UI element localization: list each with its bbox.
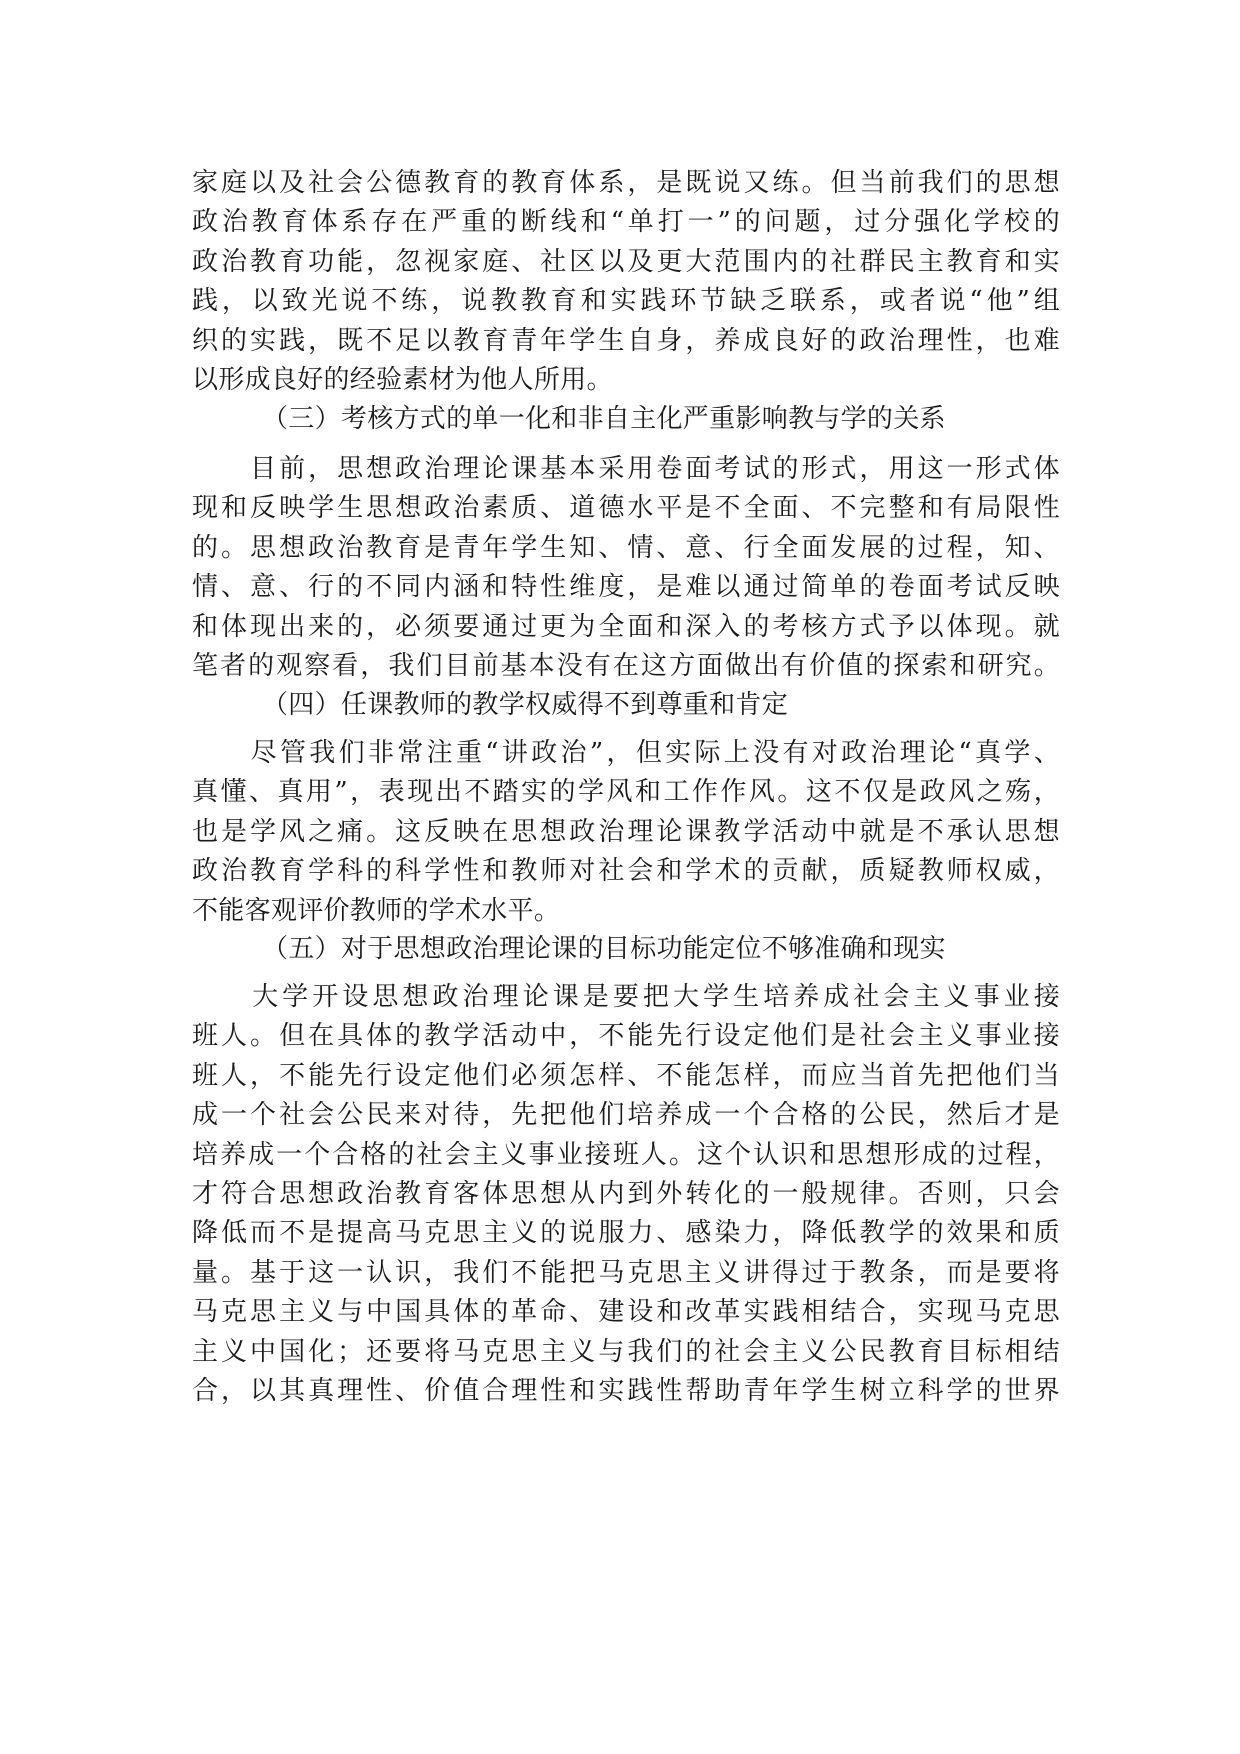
paragraph-line: 成一个社会公民来对待，先把他们培养成一个合格的公民，然后才是 (192, 1100, 1060, 1131)
paragraph-line: 和体现出来的，必须要通过更为全面和深入的考核方式予以体现。就 (192, 611, 1060, 642)
paragraph-line: 政治教育体系存在严重的断线和“单打一”的问题，过分强化学校的 (192, 207, 1060, 238)
paragraph-line: 情、意、行的不同内涵和特性维度，是难以通过简单的卷面考试反映 (192, 572, 1060, 603)
paragraph-line: 真懂、真用”，表现出不踏实的学风和工作作风。这不仅是政风之殇， (192, 777, 1060, 808)
paragraph-line: 降低而不是提高马克思主义的说服力、感染力，降低教学的效果和质 (192, 1218, 1060, 1249)
paragraph-line: 也是学风之痛。这反映在思想政治理论课教学活动中就是不承认思想 (192, 816, 1060, 847)
paragraph-line: 目前，思想政治理论课基本采用卷面考试的形式，用这一形式体 (192, 454, 1060, 484)
paragraph-teacher-authority (192, 734, 1060, 931)
paragraph-line: 不能客观评价教师的学术水平。 (192, 895, 561, 926)
paragraph-line: 政治教育功能，忽视家庭、社区以及更大范围内的社群民主教育和实 (192, 246, 1060, 277)
paragraph-continuation (192, 164, 1060, 400)
paragraph-line: 践，以致光说不练，说教教育和实践环节缺乏联系，或者说“他”组 (192, 286, 1060, 317)
paragraph-line: 政治教育学科的科学性和教师对社会和学术的贡献，质疑教师权威， (192, 856, 1060, 887)
paragraph-line: 现和反映学生思想政治素质、道德水平是不全面、不完整和有局限性 (192, 493, 1060, 524)
paragraph-assessment (192, 450, 1060, 686)
paragraph-line: 合，以其真理性、价值合理性和实践性帮助青年学生树立科学的世界 (192, 1375, 1060, 1406)
paragraph-goal-positioning (192, 978, 1060, 1411)
paragraph-line: 才符合思想政治教育客体思想从内到外转化的一般规律。否则，只会 (192, 1178, 1060, 1209)
paragraph-line: 笔者的观察看，我们目前基本没有在这方面做出有价值的探索和研究。 (192, 650, 1060, 681)
section-heading-4: （四）任课教师的教学权威得不到尊重和肯定 (262, 690, 789, 720)
paragraph-line: 织的实践，既不足以教育青年学生自身，养成良好的政治理性，也难 (192, 325, 1060, 356)
paragraph-line: 班人，不能先行设定他们必须怎样、不能怎样，而应当首先把他们当 (192, 1060, 1060, 1091)
paragraph-line: 培养成一个合格的社会主义事业接班人。这个认识和思想形成的过程， (192, 1139, 1060, 1170)
section-heading-5: （五）对于思想政治理论课的目标功能定位不够准确和现实 (262, 934, 946, 964)
paragraph-line: 尽管我们非常注重“讲政治”，但实际上没有对政治理论“真学、 (192, 738, 1060, 768)
paragraph-line: 量。基于这一认识，我们不能把马克思主义讲得过于教条，而是要将 (192, 1257, 1060, 1288)
paragraph-line: 主义中国化；还要将马克思主义与我们的社会主义公民教育目标相结 (192, 1336, 1060, 1367)
paragraph-line: 班人。但在具体的教学活动中，不能先行设定他们是社会主义事业接 (192, 1021, 1060, 1052)
section-heading-3: （三）考核方式的单一化和非自主化严重影响教与学的关系 (262, 404, 946, 434)
paragraph-line: 以形成良好的经验素材为他人所用。 (192, 364, 613, 395)
paragraph-line: 大学开设思想政治理论课是要把大学生培养成社会主义事业接 (192, 982, 1060, 1012)
paragraph-line: 马克思主义与中国具体的革命、建设和改革实践相结合，实现马克思 (192, 1297, 1060, 1328)
paragraph-line: 家庭以及社会公德教育的教育体系，是既说又练。但当前我们的思想 (192, 168, 1060, 198)
paragraph-line: 的。思想政治教育是青年学生知、情、意、行全面发展的过程，知、 (192, 532, 1060, 563)
